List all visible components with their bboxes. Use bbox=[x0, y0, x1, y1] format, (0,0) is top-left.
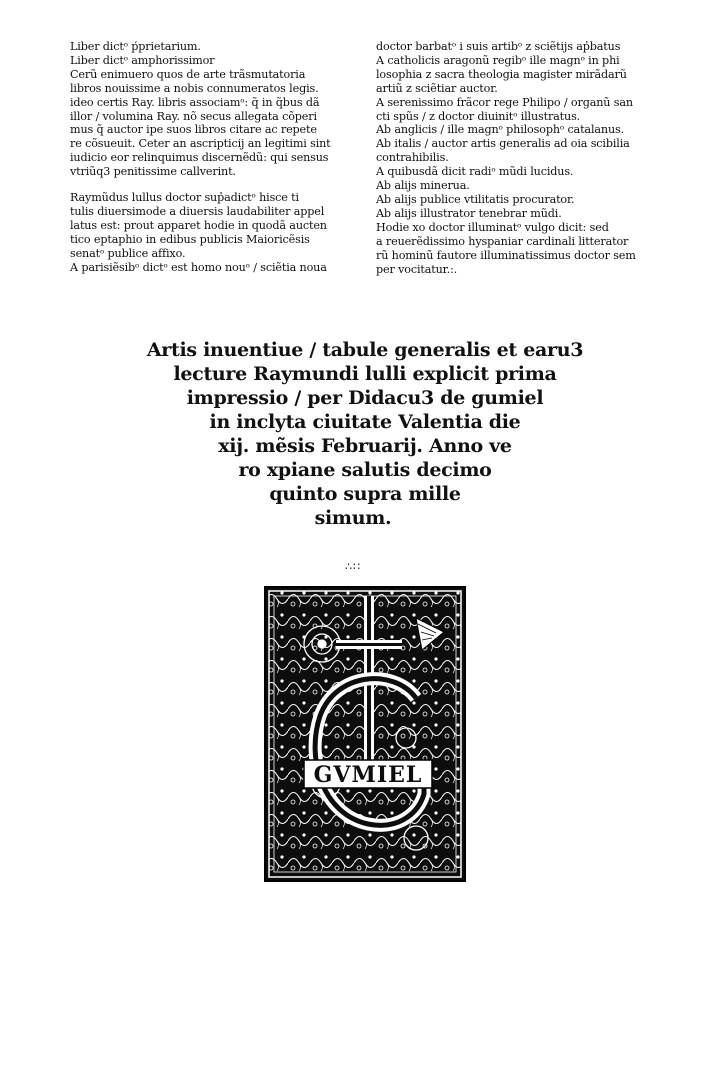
colophon-line: xij. mẽsis Februarij. Anno ve bbox=[218, 435, 512, 457]
colophon-line: impressio / per Didacu3 de gumiel bbox=[186, 387, 544, 409]
text-line: rũ hominũ fautore illuminatissimus doctor sem bbox=[376, 248, 636, 262]
text-line: Hodie xo doctor illuminatᵒ vulgo dicit: sed bbox=[376, 220, 609, 234]
colophon-line: quinto supra mille bbox=[269, 483, 461, 505]
text-line: Ab alijs publice vtilitatis procurator. bbox=[376, 192, 575, 206]
text-line: doctor barbatᵒ i suis artibᵒ z sciẽtijs ap̓batus bbox=[376, 40, 621, 53]
colophon-line: lecture Raymundi lulli explicit prima bbox=[173, 363, 557, 385]
paragraph-gap bbox=[70, 179, 370, 191]
text-line: A quibusdã dicit radiᵒ mũdi lucidus. bbox=[376, 165, 574, 179]
text-line: illor / volumina Ray. nõ secus allegata cõperi bbox=[70, 109, 317, 123]
left-text-column bbox=[70, 40, 370, 275]
text-line: ideo certis Ray. libris associamᵒ: q̃ in q̃bus dã bbox=[70, 95, 320, 109]
colophon-line: simum. bbox=[314, 507, 392, 529]
colophon bbox=[130, 338, 600, 530]
text-line: tico eptaphio in edibus publicis Maioricẽsis bbox=[70, 232, 310, 246]
printer-mark-image bbox=[266, 588, 464, 880]
printer-mark-woodcut bbox=[264, 586, 466, 882]
fleuron-ornament: ∴∷ bbox=[345, 560, 361, 573]
text-line: cti spũs / z doctor diuinitᵒ illustratus. bbox=[376, 109, 581, 123]
text-line: iudicio eor relinquimus discernẽdũ: qui sensus bbox=[70, 151, 329, 165]
text-line: vtriũq3 penitissime callverint. bbox=[70, 165, 236, 179]
text-line: re cõsueuit. Ceter an ascripticij an legitimi sint bbox=[70, 137, 331, 151]
text-line: losophia z sacra theologia magister mirãdarũ bbox=[376, 67, 627, 81]
printer-name: GVMIEL bbox=[313, 762, 423, 788]
text-line: libros nouissime a nobis connumeratos legis. bbox=[70, 81, 319, 95]
text-line: artiũ z sciẽtiar auctor. bbox=[376, 81, 498, 95]
colophon-line: Artis inuentiue / tabule generalis et earu3 bbox=[146, 339, 584, 361]
colophon-line: ro xpiane salutis decimo bbox=[238, 459, 492, 481]
text-line: Ab italis / auctor artis generalis ad oia scibilia bbox=[376, 137, 630, 151]
text-line: Ab anglicis / ille magnᵒ philosophᵒ catalanus. bbox=[376, 123, 625, 137]
text-line: Ab alijs illustrator tenebrar mũdi. bbox=[376, 206, 562, 220]
colophon-line: in inclyta ciuitate Valentia die bbox=[209, 411, 521, 433]
text-line: latus est: prout apparet hodie in quodã aucten bbox=[70, 218, 327, 232]
text-line: A catholicis aragonũ regibᵒ ille magnᵒ in phi bbox=[376, 53, 620, 67]
text-line: senatᵒ publice affixo. bbox=[70, 246, 186, 260]
text-line: Ab alijs minerua. bbox=[376, 179, 470, 193]
text-line: A serenissimo frãcor rege Philipo / organũ san bbox=[376, 95, 633, 109]
text-line: mus q̃ auctor ipe suos libros citare ac repete bbox=[70, 123, 317, 137]
right-text-column bbox=[376, 40, 676, 276]
text-line: a reuerẽdissimo hyspaniar cardinali litterator bbox=[376, 234, 629, 248]
text-line: per vocitatur.:. bbox=[376, 262, 458, 276]
text-line: A parisiẽsibᵒ dictᵒ est homo nouᵒ / sciẽtia noua bbox=[70, 260, 327, 274]
text-line: Raymũdus lullus doctor sup̓adictᵒ hisce ti bbox=[70, 191, 299, 205]
text-line: Liber dictᵒ ṕprietarium. bbox=[70, 40, 201, 53]
text-line: Cerũ enimuero quos de arte trãsmutatoria bbox=[70, 67, 306, 81]
text-line: contrahibilis. bbox=[376, 151, 449, 165]
text-line: tulis diuersimode a diuersis laudabiliter appel bbox=[70, 204, 325, 218]
text-line: Liber dictᵒ amphorissimor bbox=[70, 53, 215, 67]
